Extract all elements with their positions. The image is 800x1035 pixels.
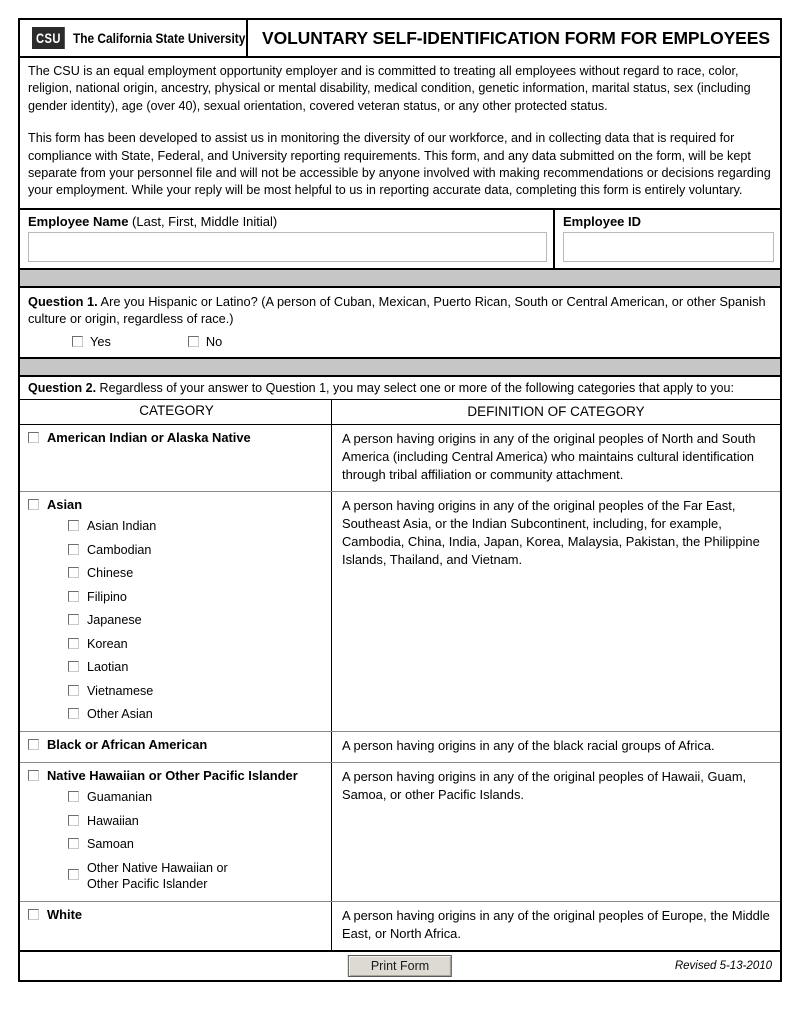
section-divider-1 — [18, 270, 782, 288]
checkbox-asian[interactable] — [28, 499, 39, 510]
checkbox-korean[interactable] — [68, 638, 79, 649]
employee-name-label-hint: (Last, First, Middle Initial) — [128, 213, 278, 229]
subcategory-label: Asian Indian — [87, 519, 157, 534]
table-row — [20, 425, 780, 492]
checkbox-black-african-american[interactable] — [28, 739, 39, 750]
checkbox-asian-indian[interactable] — [68, 520, 79, 531]
category-table — [18, 400, 782, 952]
category-option-white[interactable] — [28, 907, 325, 922]
subcategory-label: Other Asian — [87, 707, 153, 722]
section-divider-2 — [18, 359, 782, 377]
category-option-american-indian[interactable] — [28, 430, 325, 445]
employee-id-label — [563, 214, 774, 229]
checkbox-other-asian[interactable] — [68, 708, 79, 719]
list-item[interactable] — [68, 836, 325, 852]
employee-name-cell — [20, 210, 555, 268]
category-cell-american-indian — [20, 425, 332, 491]
checkbox-japanese[interactable] — [68, 614, 79, 625]
page-title: VOLUNTARY SELF-IDENTIFICATION FORM FOR EMPLOYEES — [262, 27, 770, 48]
checkbox-white[interactable] — [28, 909, 39, 920]
question-2-label: Question 2. — [28, 381, 97, 396]
intro-paragraph-2: This form has been developed to assist us in monitoring the diversity of our workforce, and in collecting data that is required for compliance with State, Federal, and University reporting requirements. This form, and any data submitted on the form, will be kept separate from your personnel file and will not be accessible by anyone involved with making recommendations or decisions regarding your employment. While your reply will be most helpful to us in reporting accurate data, completing this form is entirely voluntary. — [28, 131, 771, 198]
list-item[interactable] — [68, 589, 325, 605]
question-2-body: Regardless of your answer to Question 1, you may select one or more of the following categories that apply to you: — [96, 381, 734, 396]
pacific-islander-subcategory-list — [28, 789, 325, 892]
asian-subcategory-list — [28, 518, 325, 722]
list-item[interactable] — [68, 860, 325, 892]
category-cell-white — [20, 902, 332, 950]
checkbox-hawaiian[interactable] — [68, 815, 79, 826]
question-1-option-yes-label: Yes — [90, 333, 111, 349]
question-1-block — [18, 288, 782, 360]
subcategory-label: Chinese — [87, 566, 134, 581]
category-label: Native Hawaiian or Other Pacific Islander — [47, 768, 298, 784]
question-1-options — [28, 333, 772, 351]
employee-id-label-text: Employee ID — [563, 213, 642, 229]
definition-cell-asian: A person having origins in any of the original peoples of the Far East, Southeast Asia, or the Indian Subcontinent, including, for example, Cambodia, China, India, Japan, Korea, Malaysia, Pakistan, the Philippine Islands, Thailand, and Vietnam. — [342, 498, 760, 568]
question-1-body: Are you Hispanic or Latino? (A person of Cuban, Mexican, Puerto Rican, South or Central American, or other Spanish culture or origin, regardless of race.) — [28, 293, 766, 327]
category-label: Asian — [47, 497, 83, 513]
column-header-category: CATEGORY — [20, 400, 332, 424]
question-2-header — [18, 377, 782, 400]
checkbox-samoan[interactable] — [68, 838, 79, 849]
employee-id-input[interactable] — [563, 232, 774, 262]
definition-cell-native-hawaiian: A person having origins in any of the original peoples of Hawaii, Guam, Samoa, or other Pacific Islands. — [342, 769, 747, 803]
checkbox-guamanian[interactable] — [68, 791, 79, 802]
employee-name-label-bold: Employee Name — [28, 213, 129, 229]
category-cell-black — [20, 732, 332, 762]
checkbox-american-indian[interactable] — [28, 432, 39, 443]
subcategory-label: Vietnamese — [87, 683, 154, 698]
checkbox-vietnamese[interactable] — [68, 685, 79, 696]
list-item[interactable] — [68, 813, 325, 829]
list-item[interactable] — [68, 659, 325, 675]
subcategory-label: Korean — [87, 636, 128, 651]
subcategory-label-wrapper — [87, 860, 228, 892]
question-1-option-no[interactable] — [188, 333, 222, 351]
checkbox-laotian[interactable] — [68, 661, 79, 672]
subcategory-label: Hawaiian — [87, 813, 139, 828]
checkbox-filipino[interactable] — [68, 591, 79, 602]
question-1-option-no-label: No — [205, 333, 223, 349]
subcategory-label: Guamanian — [87, 790, 153, 805]
table-row — [20, 492, 780, 732]
csu-logo-mark: CSU — [32, 27, 65, 49]
csu-logo — [20, 20, 248, 56]
definition-cell-black: A person having origins in any of the black racial groups of Africa. — [342, 738, 715, 754]
question-1-option-yes[interactable] — [72, 333, 111, 351]
table-row — [20, 763, 780, 902]
subcategory-label: Laotian — [87, 660, 129, 675]
category-option-asian[interactable] — [28, 497, 325, 512]
subcategory-label: Samoan — [87, 837, 134, 852]
category-cell-asian — [20, 492, 332, 731]
list-item[interactable] — [68, 542, 325, 558]
subcategory-label: Filipino — [87, 589, 127, 604]
question-1-text — [28, 293, 772, 328]
revised-date: Revised 5-13-2010 — [674, 959, 772, 972]
list-item[interactable] — [68, 518, 325, 534]
table-row — [20, 732, 780, 763]
question-1-label: Question 1. — [28, 293, 98, 309]
intro-text — [18, 58, 782, 210]
employee-name-input[interactable] — [28, 232, 547, 262]
list-item[interactable] — [68, 706, 325, 722]
checkbox-chinese[interactable] — [68, 567, 79, 578]
intro-paragraph-1: The CSU is an equal employment opportunity employer and is committed to treating all employees without regard to race, color, religion, national origin, ancestry, physical or mental disability, medical condition, genetic information, marital status, sex (including gender identity), age (over 40), sexual orientation, covered veteran status, or any other protected status. — [28, 64, 751, 113]
subcategory-label: Cambodian — [87, 542, 152, 557]
form-footer — [18, 952, 782, 982]
subcategory-label-line1: Other Native Hawaiian or — [87, 860, 228, 875]
checkbox-yes[interactable] — [72, 336, 83, 347]
subcategory-label-line2: Other Pacific Islander — [87, 876, 208, 891]
category-label: White — [47, 906, 83, 922]
checkbox-other-pacific-islander[interactable] — [68, 869, 79, 880]
list-item[interactable] — [68, 636, 325, 652]
print-form-button[interactable]: Print Form — [348, 955, 452, 977]
list-item[interactable] — [68, 683, 325, 699]
category-label: Black or African American — [47, 737, 208, 753]
category-cell-native-hawaiian — [20, 763, 332, 901]
checkbox-cambodian[interactable] — [68, 544, 79, 555]
employee-info-row — [18, 210, 782, 270]
column-header-definition: DEFINITION OF CATEGORY — [467, 404, 645, 420]
category-label: American Indian or Alaska Native — [47, 430, 251, 446]
category-option-black[interactable] — [28, 737, 325, 752]
checkbox-no[interactable] — [188, 336, 199, 347]
employee-name-label — [28, 214, 547, 229]
subcategory-label: Japanese — [87, 613, 142, 628]
list-item[interactable] — [68, 612, 325, 628]
list-item[interactable] — [68, 565, 325, 581]
form-header — [18, 18, 782, 58]
table-row — [20, 902, 780, 950]
employee-id-cell — [555, 210, 780, 268]
csu-logo-name: The California State University — [73, 30, 246, 46]
definition-cell-white: A person having origins in any of the original peoples of Europe, the Middle East, or North Africa. — [342, 907, 770, 941]
category-option-native-hawaiian[interactable] — [28, 768, 325, 783]
table-header-row — [20, 400, 780, 425]
list-item[interactable] — [68, 789, 325, 805]
checkbox-native-hawaiian[interactable] — [28, 770, 39, 781]
definition-cell-american-indian: A person having origins in any of the original peoples of North and South America (including Central America) who maintains cultural identification through tribal affiliation or community attachment. — [342, 431, 756, 483]
